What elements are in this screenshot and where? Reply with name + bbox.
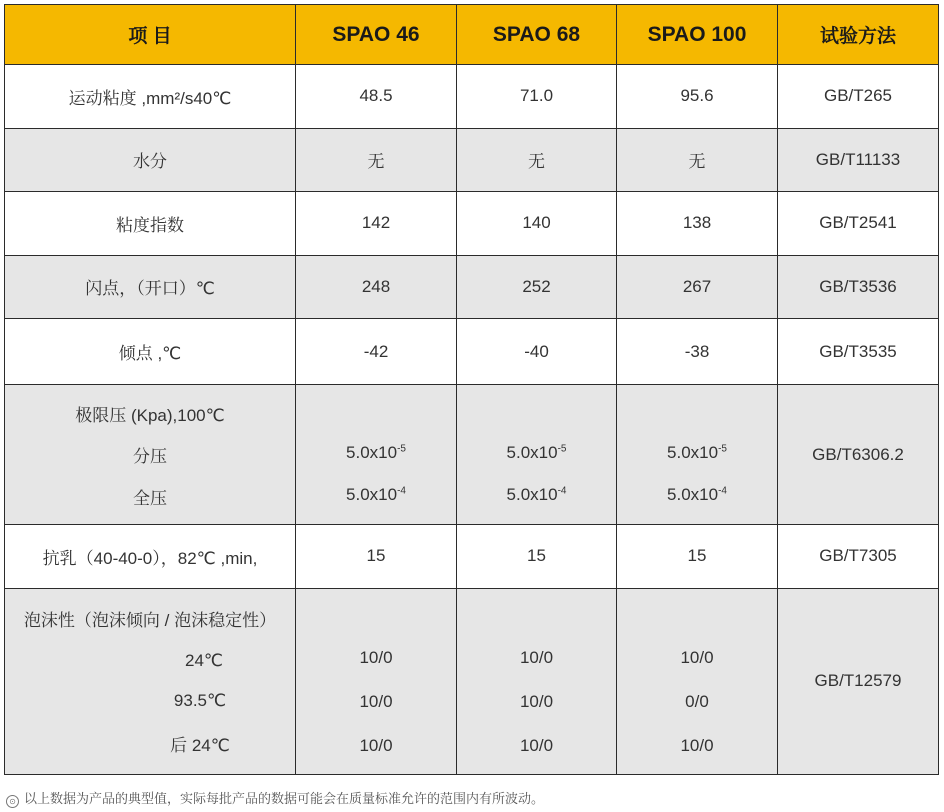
cell-value: 10/0 [519,648,554,667]
cell-method: GB/T11133 [778,128,939,192]
cell-method: GB/T3535 [778,319,939,385]
cell-value: 10/0 [359,648,393,667]
cell-value: 142 [296,192,457,256]
row-label: 泡沫性（泡沫倾向 / 泡沫稳定性） [23,611,277,630]
row-label: 闪点，（开口）℃ [5,255,296,319]
footnote [6,788,544,808]
cell-value: $5.0x10^{-5}$ [667,442,727,462]
sub-label-after-24c: 后 24℃ [170,736,230,755]
cell-value: $5.0x10^{-4}$ [667,484,727,504]
cell-value: 无 [457,128,617,192]
cell-value: 15 [296,525,457,589]
row-label: 极限压 (Kpa),100℃ [75,405,225,425]
info-icon: ⊙ [6,795,19,808]
cell-value: 无 [617,128,778,192]
cell-value: 10/0 [680,648,714,667]
header-row [5,5,939,65]
cell-value: -42 [296,319,457,385]
sub-label-partial: 分压 [133,447,167,466]
cell-value: 252 [457,255,617,319]
cell-method: GB/T3536 [778,255,939,319]
cell-method: GB/T7305 [778,525,939,589]
row-label: 抗乳（40-40-0），82℃ ,min, [5,525,296,589]
cell-value: $5.0x10^{-4}$ [346,484,406,504]
sub-label-total: 全压 [133,488,167,508]
row-label: 倾点 ,℃ [5,319,296,385]
cell-value: 48.5 [296,65,457,129]
cell-value: 138 [617,192,778,256]
header-spao68: SPAO 68 [457,5,617,65]
cell-value: $5.0x10^{-5}$ [346,442,406,462]
cell-value: 10/0 [680,736,714,755]
cell-value: 95.6 [617,65,778,129]
row-label: 运动粘度 ,mm²/s40℃ [5,65,296,129]
row-water [5,128,939,192]
row-viscosity [5,65,939,129]
cell-value: 140 [457,192,617,256]
cell-value: $5.0x10^{-5}$ [506,442,567,462]
cell-value: -40 [457,319,617,385]
cell-value: 71.0 [457,65,617,129]
cell-value: 10/0 [359,692,393,711]
cell-method: GB/T12579 [778,588,939,774]
row-label: 粘度指数 [5,192,296,256]
cell-value: 267 [617,255,778,319]
cell-value: 15 [457,525,617,589]
cell-value: 10/0 [359,736,393,755]
cell-value: -38 [617,319,778,385]
row-foam [5,588,939,774]
row-pour-point [5,319,939,385]
row-label: 水分 [5,128,296,192]
cell-method: GB/T6306.2 [778,385,939,525]
sub-label-24c: 24℃ [184,651,223,670]
header-item: 项 目 [5,5,296,65]
cell-value: 10/0 [519,692,554,711]
header-spao46: SPAO 46 [296,5,457,65]
row-vacuum-pressure [5,385,939,525]
cell-value: 无 [296,128,457,192]
header-method: 试验方法 [778,5,939,65]
cell-value: 0/0 [685,692,709,711]
header-spao100: SPAO 100 [617,5,778,65]
row-viscosity-index [5,192,939,256]
footnote-text: 以上数据为产品的典型值，实际每批产品的数据可能会在质量标准允许的范围内有所波动。 [24,791,545,806]
cell-value: 10/0 [519,736,554,755]
cell-method: GB/T2541 [778,192,939,256]
sub-label-93c: 93.5℃ [173,691,227,710]
cell-method: GB/T265 [778,65,939,129]
row-flash-point [5,255,939,319]
cell-value: 15 [617,525,778,589]
spec-table [4,4,939,775]
cell-value: $5.0x10^{-4}$ [506,484,567,504]
row-demulsibility [5,525,939,589]
cell-value: 248 [296,255,457,319]
